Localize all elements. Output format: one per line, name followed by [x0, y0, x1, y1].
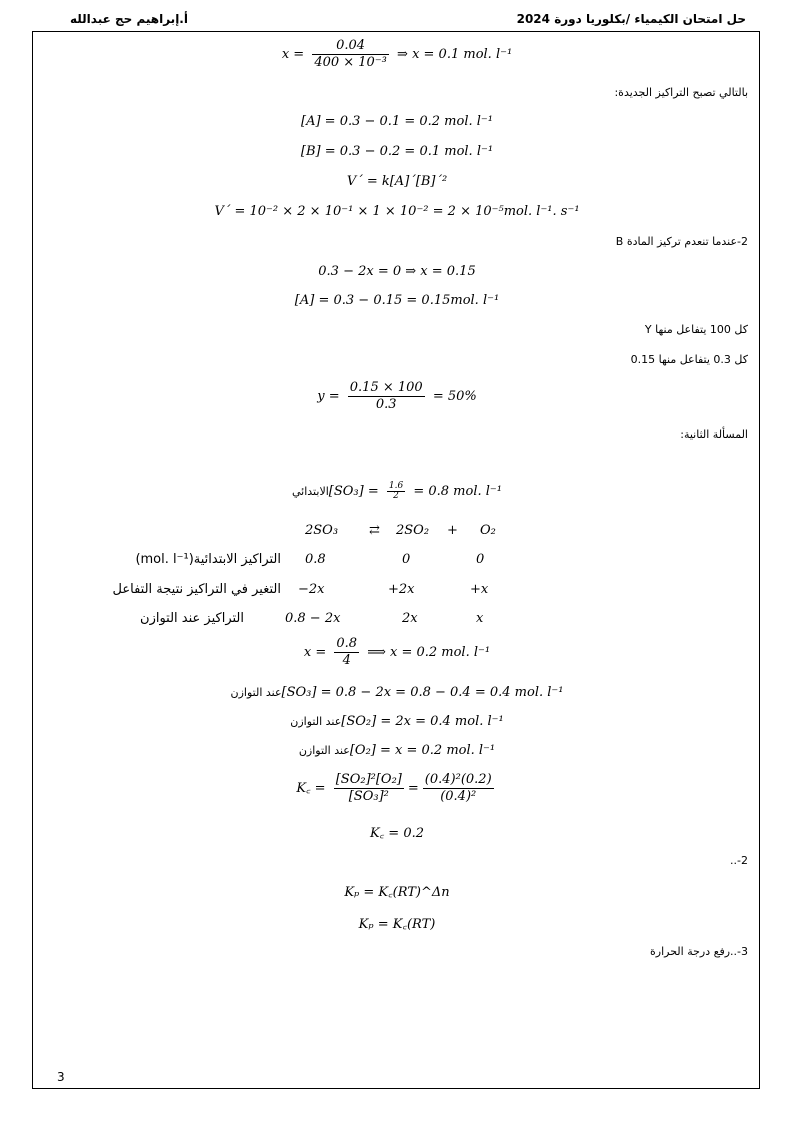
proportion-line-03: كل 0.3 يتفاعل منها 0.15: [630, 353, 748, 366]
eq1-numerator: 0.04: [312, 38, 389, 55]
equation-conc-b: [B] = 0.3 − 0.2 = 0.1 mol. l⁻¹: [300, 144, 494, 159]
header-title: حل امتحان الكيمياء /بكلوريا دورة 2024: [516, 12, 746, 26]
equation-b-zero: 0.3 − 2x = 0 ⇒ x = 0.15: [318, 264, 476, 279]
kc-numerator-2: (0.4)²(0.2): [424, 772, 492, 787]
equation-kc-expression: K꜀ = $\frac{\text{[SO₂]²[O₂]}}{\text{[SO₃]²}}$ = $\frac{\text{(0.4)²(0.2)}}{\text{(0.4)²}}$: [296, 772, 492, 804]
proportion-line-100: كل 100 يتفاعل منها Y: [644, 323, 748, 336]
equation-percentage: [0, 380, 794, 413]
equation-so2-eq: [0, 714, 794, 729]
eq1-fraction: [312, 38, 389, 71]
eq9-numerator: 1.6: [388, 481, 404, 491]
equation-so3-eq: [0, 685, 794, 700]
equation-rate-law: V´ = k[A]´[B]´²: [346, 174, 448, 189]
eq9-fraction: [387, 482, 405, 501]
header-author: أ.إبراهيم حج عبدالله: [70, 12, 188, 26]
eq10-rhs: ⟹ x = 0.2 mol. l⁻¹: [367, 645, 491, 660]
row-initial-so3: 0.8: [305, 552, 326, 567]
equation-kp-specific: Kₚ = K꜀(RT): [358, 917, 436, 932]
equation-o2-eq: [0, 743, 794, 758]
row-change-label: التغير في التراكيز نتيجة التفاعل: [112, 582, 281, 597]
eq8-lhs: y =: [317, 389, 340, 404]
eq10-numerator: 0.8: [336, 636, 358, 651]
reaction-o2: O₂: [480, 523, 496, 538]
question-2-dots: 2-..: [730, 854, 748, 867]
reaction-plus: +: [447, 523, 458, 538]
eq11-body: [SO₃] = 0.8 − 2x = 0.8 − 0.4 = 0.4 mol. l⁻¹: [281, 685, 564, 700]
eq10-lhs: x =: [303, 645, 327, 660]
eq10-fraction: [334, 636, 359, 669]
eq9-label: الابتدائي: [292, 485, 329, 498]
kc-denominator-1: [SO₃]²: [348, 789, 389, 804]
row-equilibrium-so2: 2x: [402, 611, 418, 626]
row-initial-label: التراكيز الابتدائية(mol. l⁻¹): [135, 552, 281, 567]
eq1-denominator: 400 × 10⁻³: [314, 55, 387, 70]
equation-x-equilibrium: [0, 636, 794, 669]
eq13-label: عند التوازن: [298, 744, 350, 757]
kc-fraction-1: [334, 772, 404, 805]
eq13-body: [O₂] = x = 0.2 mol. l⁻¹: [349, 743, 496, 758]
equation-so3-initial: [0, 482, 794, 501]
kc-fraction-2: [423, 772, 494, 805]
reaction-so3: 2SO₃: [305, 523, 339, 538]
row-change-so3: −2x: [298, 582, 325, 597]
problem-2-heading: المسألة الثانية:: [680, 428, 748, 441]
equation-conc-a: [A] = 0.3 − 0.1 = 0.2 mol. l⁻¹: [301, 114, 493, 129]
eq11-label: عند التوازن: [230, 686, 282, 699]
eq9-rhs: = 0.8 mol. l⁻¹: [413, 484, 502, 499]
row-initial-o2: 0: [476, 552, 485, 567]
equation-rate-value: V´ = 10⁻² × 2 × 10⁻¹ × 1 × 10⁻² = 2 × 10⁻⁵mol. l⁻¹. s⁻¹: [214, 204, 580, 219]
eq10-denominator: 4: [342, 653, 351, 668]
eq9-denominator: 2: [393, 491, 399, 501]
equation-x-value: [0, 38, 794, 71]
question-3-text: 3-..رفع درجة الحرارة: [650, 945, 748, 958]
row-equilibrium-label: التراكيز عند التوازن: [140, 611, 244, 626]
row-equilibrium-o2: x: [476, 611, 484, 626]
eq8-fraction: [348, 380, 425, 413]
eq1-lhs: x =: [281, 47, 305, 62]
equation-kc-result: K꜀ = 0.2: [369, 826, 425, 841]
heading-new-concentrations: بالتالي تصبح التراكيز الجديدة:: [614, 86, 748, 99]
equation-kp-general: Kₚ = K꜀(RT)^Δn: [344, 885, 450, 900]
kc-lhs: K꜀ =: [296, 781, 326, 796]
row-change-so2: +2x: [388, 582, 415, 597]
reaction-so2: 2SO₂: [396, 523, 430, 538]
eq8-denominator: 0.3: [375, 397, 397, 412]
kc-denominator-2: (0.4)²: [440, 789, 477, 804]
row-initial-so2: 0: [402, 552, 411, 567]
question-2-text: 2-عندما تنعدم تركيز المادة B: [615, 235, 748, 248]
eq12-body: [SO₂] = 2x = 0.4 mol. l⁻¹: [341, 714, 504, 729]
kc-numerator-1: [SO₂]²[O₂]: [335, 772, 402, 787]
eq8-numerator: 0.15 × 100: [349, 380, 423, 395]
row-change-o2: +x: [470, 582, 489, 597]
eq1-rhs: ⇒ x = 0.1 mol. l⁻¹: [397, 47, 513, 62]
row-equilibrium-so3: 0.8 − 2x: [285, 611, 341, 626]
eq12-label: عند التوازن: [290, 715, 342, 728]
reaction-arrow: ⇄: [369, 523, 380, 538]
eq8-rhs: = 50%: [432, 389, 477, 404]
equation-conc-a-final: [A] = 0.3 − 0.15 = 0.15mol. l⁻¹: [294, 293, 500, 308]
page-number: 3: [57, 1070, 65, 1084]
eq9-lhs: [SO₃] =: [328, 484, 379, 499]
